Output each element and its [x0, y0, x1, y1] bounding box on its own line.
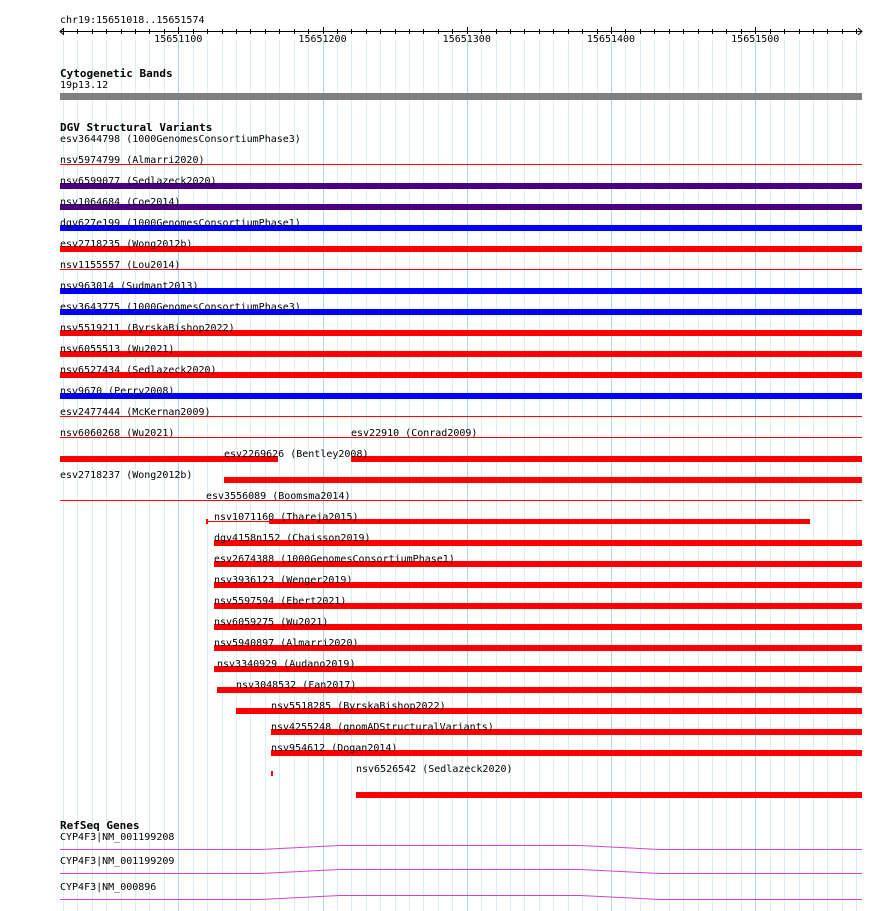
dgv-feature-bar[interactable] [224, 477, 862, 483]
dgv-feature-label[interactable]: esv3643775 (1000GenomesConsortiumPhase3) [60, 302, 301, 313]
ruler-tick-label: 15651300 [442, 34, 491, 45]
dgv-feature-label[interactable]: dgv4158n152 (Chaisson2019) [214, 533, 371, 544]
ruler-tick-label: 15651500 [731, 34, 780, 45]
dgv-feature-label[interactable]: nsv6527434 (Sedlazeck2020) [60, 365, 217, 376]
dgv-feature-label[interactable]: nsv5974799 (Almarri2020) [60, 155, 205, 166]
dgv-feature-label[interactable]: nsv6526542 (Sedlazeck2020) [356, 764, 513, 775]
dgv-feature-bar[interactable] [60, 351, 862, 357]
dgv-feature-label[interactable]: nsv4255248 (gnomADStructuralVariants) [271, 722, 494, 733]
dgv-track-title[interactable]: DGV Structural Variants [60, 121, 213, 134]
dgv-feature-label[interactable]: nsv5597594 (Ebert2021) [214, 596, 347, 607]
dgv-feature-label[interactable]: nsv1071160 (Thareja2015) [214, 512, 359, 523]
dgv-feature-bar[interactable] [60, 393, 862, 399]
dgv-feature-label[interactable]: dgv627e199 (1000GenomesConsortiumPhase1) [60, 218, 301, 229]
dgv-feature-label[interactable]: esv3556089 (Boomsma2014) [206, 491, 351, 502]
dgv-feature-label[interactable]: nsv6599077 (Sedlazeck2020) [60, 176, 217, 187]
dgv-feature-bar[interactable] [351, 456, 862, 462]
dgv-feature-label[interactable]: nsv5518285 (ByrskaBishop2022) [271, 701, 446, 712]
dgv-feature-label[interactable]: nsv3340929 (Audano2019) [217, 659, 356, 670]
refseq-gene-label[interactable]: CYP4F3|NM_001199208 [60, 832, 175, 843]
dgv-feature-label[interactable]: nsv5519211 (ByrskaBishop2022) [60, 323, 235, 334]
dgv-feature-label[interactable]: nsv5940897 (Almarri2020) [214, 638, 359, 649]
dgv-feature-label[interactable]: nsv9670 (Perry2008) [60, 386, 175, 397]
ruler-tick-label: 15651200 [298, 34, 347, 45]
dgv-feature-label[interactable]: nsv6060268 (Wu2021) [60, 428, 175, 439]
dgv-feature-label[interactable]: nsv3048532 (Fan2017) [236, 680, 357, 691]
cytoband-label: 19p13.12 [60, 80, 109, 91]
dgv-feature-label[interactable]: esv2674388 (1000GenomesConsortiumPhase1) [214, 554, 455, 565]
dgv-feature-label[interactable]: esv22910 (Conrad2009) [351, 428, 478, 439]
dgv-feature-label[interactable]: esv2269626 (Bentley2008) [224, 449, 369, 460]
dgv-feature-label[interactable]: esv2718235 (Wong2012b) [60, 239, 193, 250]
dgv-feature-bar[interactable] [271, 771, 273, 776]
cytoband-bar[interactable] [60, 93, 862, 100]
dgv-feature-label[interactable]: esv2477444 (McKernan2009) [60, 407, 211, 418]
dgv-feature-label[interactable]: esv2718237 (Wong2012b) [60, 470, 193, 481]
refseq-gene-label[interactable]: CYP4F3|NM_001199209 [60, 856, 175, 867]
cytoband-track-title[interactable]: Cytogenetic Bands [60, 67, 173, 80]
dgv-feature-label[interactable]: nsv954612 (Dogan2014) [271, 743, 398, 754]
ruler-tick-label: 15651400 [586, 34, 636, 45]
refseq-gene-label[interactable]: CYP4F3|NM_000896 [60, 882, 157, 893]
dgv-feature-tick[interactable] [206, 519, 208, 524]
dgv-feature-label[interactable]: nsv1155557 (Lou2014) [60, 260, 181, 271]
dgv-feature-label[interactable]: nsv3936123 (Wenger2019) [214, 575, 353, 586]
dgv-feature-label[interactable]: esv3644798 (1000GenomesConsortiumPhase3) [60, 134, 301, 145]
dgv-feature-bar[interactable] [60, 500, 862, 501]
ruler-tick-label: 15651100 [154, 34, 203, 45]
dgv-feature-label[interactable]: nsv6055513 (Wu2021) [60, 344, 175, 355]
ruler-region-label: chr19:15651018..15651574 [60, 15, 205, 26]
dgv-feature-label[interactable]: nsv1064684 (Coe2014) [60, 197, 181, 208]
refseq-track-title[interactable]: RefSeq Genes [60, 819, 140, 832]
dgv-feature-label[interactable]: nsv6059275 (Wu2021) [214, 617, 329, 628]
dgv-feature-bar[interactable] [356, 792, 862, 798]
dgv-feature-label[interactable]: nsv963014 (Sudmant2013) [60, 281, 199, 292]
